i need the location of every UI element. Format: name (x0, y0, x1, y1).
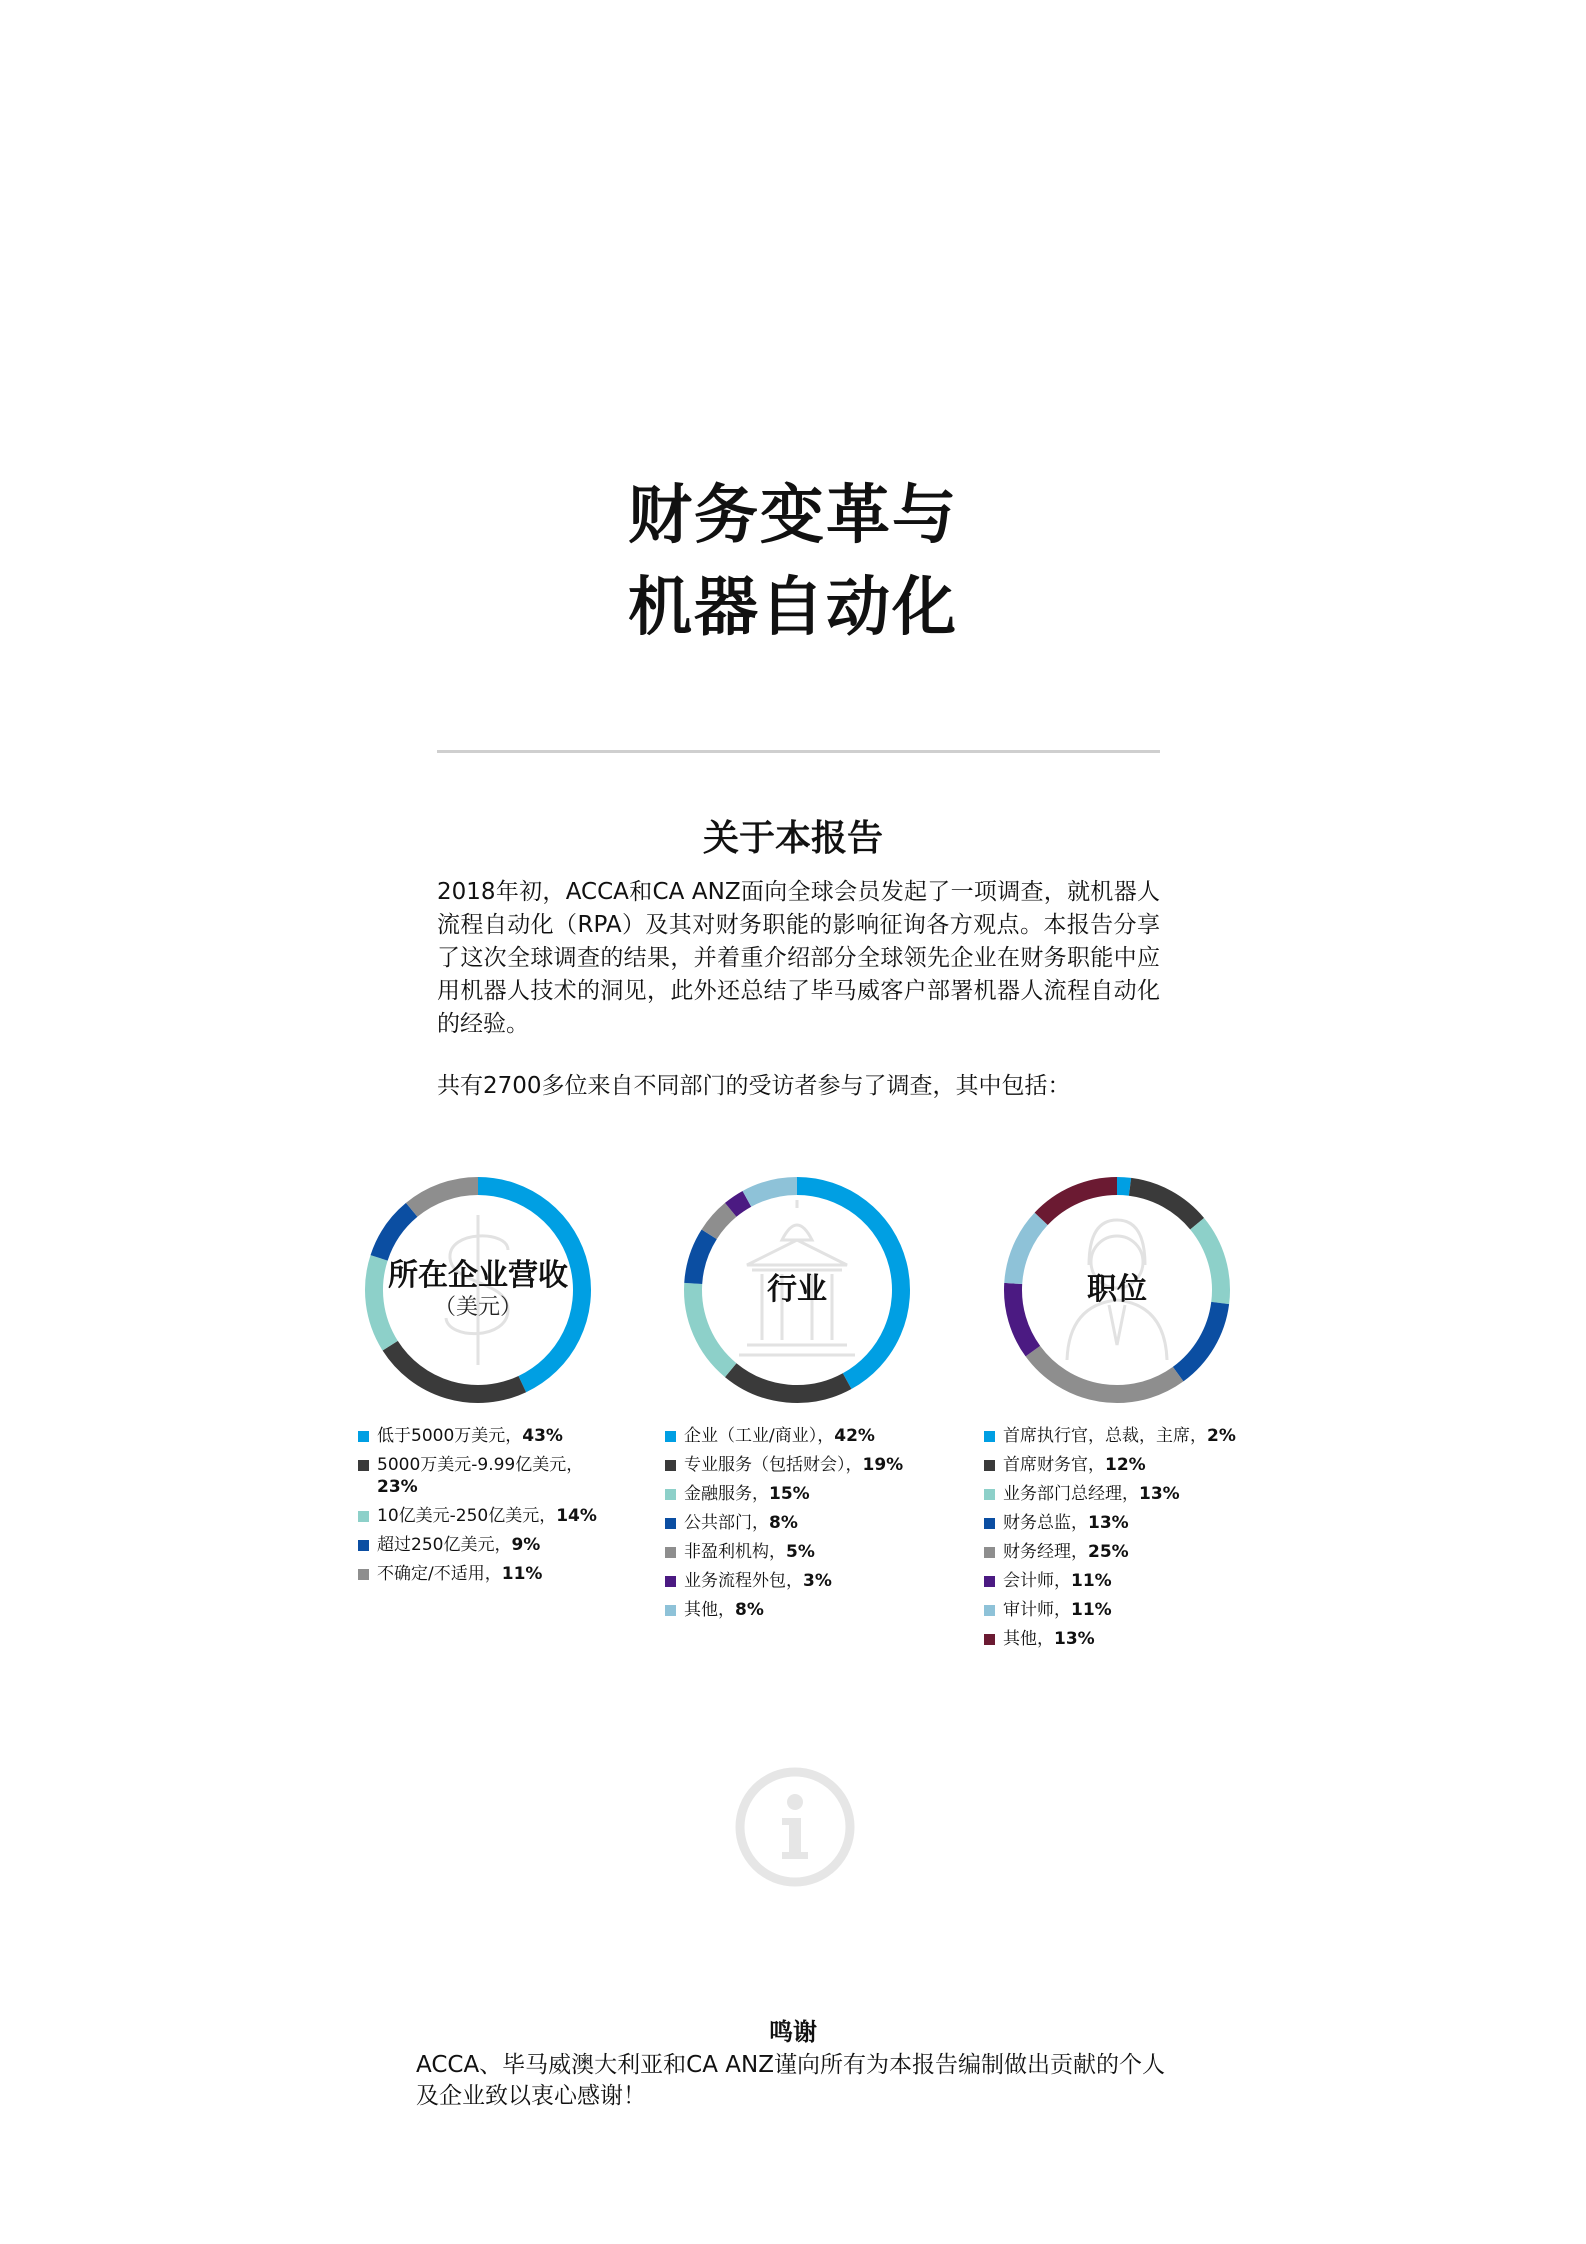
info-icon (734, 1766, 856, 1888)
legend-percent: 9% (511, 1535, 541, 1555)
chart-sublabel: （美元） (433, 1295, 522, 1320)
legend-swatch (984, 1576, 995, 1587)
legend-item (665, 1599, 935, 1621)
legend-percent: 8% (769, 1513, 798, 1533)
legend-percent: 11% (1071, 1571, 1112, 1591)
legend-percent: 25% (1088, 1542, 1129, 1562)
legend-item (665, 1454, 935, 1476)
legend-label: 5000万美元-9.99亿美元， (377, 1455, 584, 1475)
chart-label: 行业 (767, 1272, 827, 1307)
legend-percent: 42% (834, 1426, 875, 1446)
legend-percent: 8% (735, 1600, 764, 1620)
legend-swatch (984, 1518, 995, 1529)
legend-swatch (984, 1431, 995, 1442)
about-paragraph: 2018年初，ACCA和CA ANZ面向全球会员发起了一项调查，就机器人流程自动化（RPA）及其对财务职能的影响征询各方观点。本报告分享了这次全球调查的结果，并着重介绍部分全球领先企业在财务职能中应用机器人技术的洞见，此外还总结了毕马威客户部署机器人流程自动化的经验。 (437, 879, 1160, 1037)
revenue-legend (358, 1425, 598, 1592)
legend-label: 会计师， (1003, 1571, 1071, 1591)
legend-item (358, 1563, 598, 1585)
legend-swatch (665, 1547, 676, 1558)
legend-percent: 23% (377, 1477, 418, 1497)
legend-percent: 14% (556, 1506, 597, 1526)
legend-label: 审计师， (1003, 1600, 1071, 1620)
chart-label: 职位 (1087, 1272, 1147, 1307)
legend-percent: 43% (522, 1426, 563, 1446)
legend-percent: 2% (1207, 1426, 1236, 1446)
legend-item (984, 1425, 1244, 1447)
legend-item (984, 1570, 1244, 1592)
legend-swatch (984, 1460, 995, 1471)
legend-item (984, 1599, 1244, 1621)
legend-item (984, 1512, 1244, 1534)
position-legend (984, 1425, 1244, 1657)
legend-swatch (984, 1605, 995, 1616)
title-line-2: 机器自动化 (628, 571, 958, 645)
legend-swatch (665, 1431, 676, 1442)
ack-text: ACCA、毕马威澳大利亚和CA ANZ谨向所有为本报告编制做出贡献的个人及企业致以衷心感谢！ (416, 2052, 1165, 2109)
legend-item (665, 1512, 935, 1534)
legend-swatch (358, 1511, 369, 1522)
position-donut-chart (997, 1170, 1237, 1410)
legend-swatch (665, 1605, 676, 1616)
legend-item (358, 1505, 598, 1527)
legend-label: 财务总监， (1003, 1513, 1088, 1533)
revenue-donut-chart (358, 1170, 598, 1410)
legend-percent: 13% (1054, 1629, 1095, 1649)
legend-swatch (665, 1460, 676, 1471)
legend-item (665, 1570, 935, 1592)
legend-percent: 3% (803, 1571, 832, 1591)
legend-label: 其他， (1003, 1629, 1054, 1649)
ack-heading: 鸣谢 (769, 2018, 817, 2046)
legend-item (358, 1534, 598, 1556)
legend-item (665, 1483, 935, 1505)
legend-swatch (665, 1518, 676, 1529)
legend-label: 超过250亿美元， (377, 1535, 512, 1555)
legend-percent: 19% (862, 1455, 904, 1475)
legend-item (665, 1425, 935, 1447)
legend-label: 企业（工业/商业）， (684, 1426, 835, 1446)
legend-percent: 5% (786, 1542, 815, 1562)
legend-swatch (358, 1540, 369, 1551)
legend-swatch (358, 1460, 369, 1471)
legend-item (984, 1541, 1244, 1563)
industry-legend (665, 1425, 935, 1628)
legend-percent: 15% (769, 1484, 810, 1504)
legend-label: 首席财务官， (1003, 1455, 1105, 1475)
legend-swatch (984, 1634, 995, 1645)
legend-item (984, 1483, 1244, 1505)
legend-label: 金融服务， (684, 1484, 769, 1504)
legend-label: 首席执行官，总裁，主席， (1003, 1426, 1207, 1446)
legend-percent: 11% (1071, 1600, 1112, 1620)
legend-percent: 13% (1139, 1484, 1180, 1504)
legend-swatch (665, 1489, 676, 1500)
legend-label: 10亿美元-250亿美元， (377, 1506, 557, 1526)
legend-item (665, 1541, 935, 1563)
legend-item (984, 1454, 1244, 1476)
legend-item (984, 1628, 1244, 1650)
legend-label: 专业服务（包括财会）， (684, 1455, 863, 1475)
survey-line: 共有2700多位来自不同部门的受访者参与了调查，其中包括： (437, 1073, 1071, 1099)
report-title (0, 470, 1586, 654)
legend-percent: 12% (1105, 1455, 1146, 1475)
legend-label: 业务流程外包， (684, 1571, 803, 1591)
legend-swatch (665, 1576, 676, 1587)
legend-label: 公共部门， (684, 1513, 769, 1533)
industry-donut-chart (677, 1170, 917, 1410)
divider (437, 750, 1160, 753)
legend-label: 其他， (684, 1600, 735, 1620)
legend-percent: 13% (1088, 1513, 1129, 1533)
legend-swatch (984, 1547, 995, 1558)
legend-swatch (358, 1431, 369, 1442)
legend-label: 业务部门总经理， (1003, 1484, 1139, 1504)
title-line-1: 财务变革与 (628, 479, 958, 553)
legend-label: 不确定/不适用， (377, 1564, 502, 1584)
legend-label: 财务经理， (1003, 1542, 1088, 1562)
legend-percent: 11% (501, 1564, 543, 1584)
legend-item (358, 1425, 598, 1447)
legend-swatch (984, 1489, 995, 1500)
about-heading: 关于本报告 (702, 818, 883, 859)
legend-swatch (358, 1569, 369, 1580)
chart-label: 所在企业营收 (388, 1258, 568, 1293)
legend-item (358, 1454, 598, 1498)
legend-label: 低于5000万美元， (377, 1426, 523, 1446)
legend-label: 非盈利机构， (684, 1542, 786, 1562)
